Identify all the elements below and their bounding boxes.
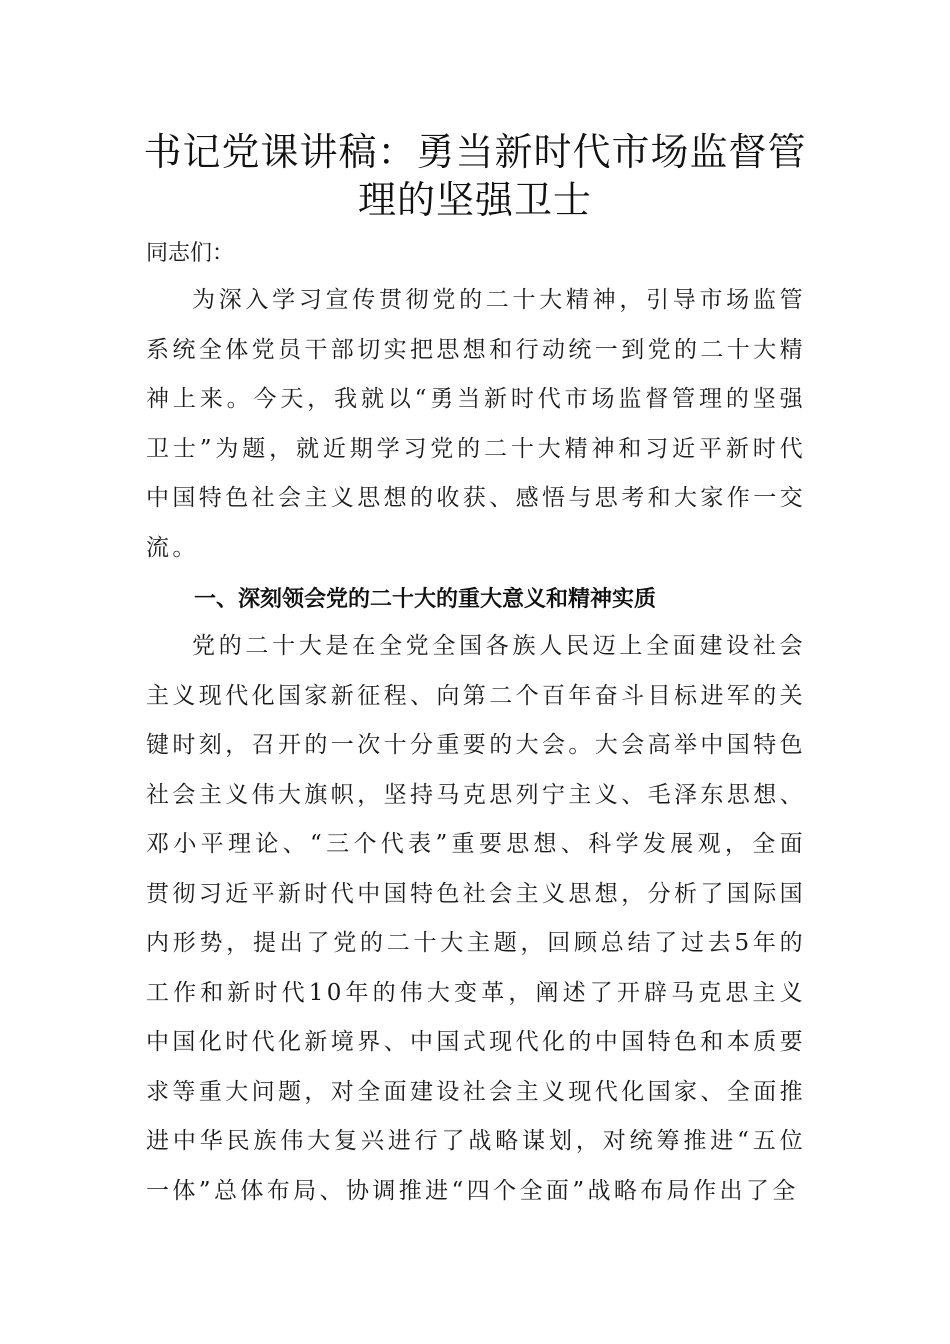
intro-paragraph: 为深入学习宣传贯彻党的二十大精神，引导市场监管系统全体党员干部切实把思想和行动统一到党的二十大精神上来。今天，我就以“勇当新时代市场监督管理的坚强卫士”为题，就近期学习党的二十大精神和习近平新时代中国特色社会主义思想的收获、感悟与思考和大家作一交流。	[146, 287, 806, 561]
document-title: 书记党课讲稿：勇当新时代市场监督管理的坚强卫士	[143, 130, 807, 222]
greeting: 同志们：	[146, 241, 235, 266]
section-paragraph: 党的二十大是在全党全国各族人民迈上全面建设社会主义现代化国家新征程、向第二个百年奋斗目标进军的关键时刻，召开的一次十分重要的大会。大会高举中国特色社会主义伟大旗帜，坚持马克思列宁主义、毛泽东思想、邓小平理论、“三个代表”重要思想、科学发展观，全面贯彻习近平新时代中国特色社会主义思想，分析了国际国内形势，提出了党的二十大主题，回顾总结了过去5年的工作和新时代10年的伟大变革，阐述了开辟马克思主义中国化时代化新境界、中国式现代化的中国特色和本质要求等重大问题，对全面建设社会主义现代化国家、全面推进中华民族伟大复兴进行了战略谋划，对统筹推进“五位一体”总体布局、协调推进“四个全面”战略布局作出了全	[146, 633, 806, 1204]
section-heading: 一、深刻领会党的二十大的重大意义和精神实质	[194, 587, 657, 612]
